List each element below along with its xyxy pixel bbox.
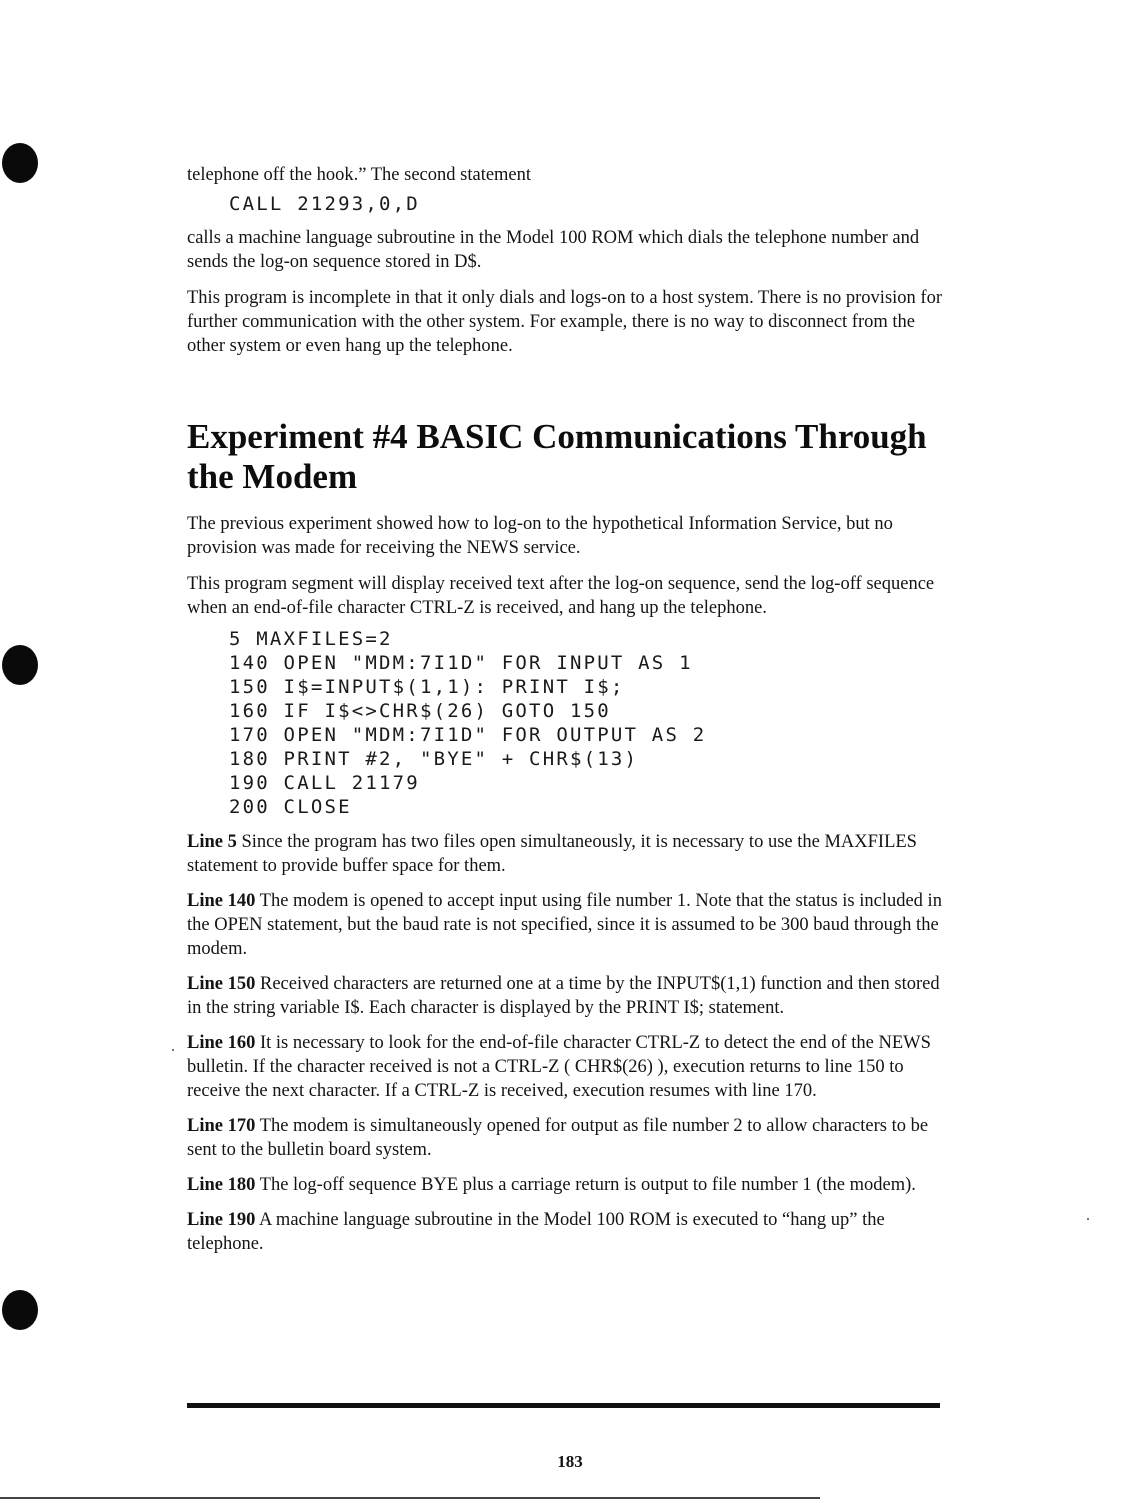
line-label: Line 190 (187, 1210, 256, 1230)
line-text: The modem is opened to accept input using file number 1. Note that the status is included in the OPEN statement, but the baud rate is not specified, since it is assumed to be 300 baud through the modem. (187, 891, 942, 959)
section-paragraph-1: The previous experiment showed how to log-on to the hypothetical Information Service, but no provision was made for receiving the NEWS service. (187, 514, 893, 558)
program-line: 140 OPEN "MDM:7I1D" FOR INPUT AS 1 (229, 652, 693, 674)
line-label: Line 180 (187, 1175, 256, 1195)
program-line: 180 PRINT #2, "BYE" + CHR$(13) (229, 748, 639, 770)
program-line: 150 I$=INPUT$(1,1): PRINT I$; (229, 676, 625, 698)
scan-bottom-edge (0, 1497, 820, 1499)
line-label: Line 170 (187, 1116, 256, 1136)
intro-paragraph-3: This program is incomplete in that it only dials and logs-on to a host system. There is no provision for further communication with the other system. For example, there is no way to disconnect from the other system or even hang up the telephone. (187, 288, 942, 356)
line-explanation (187, 1208, 947, 1256)
binder-hole-middle (2, 645, 38, 685)
line-label: Line 5 (187, 832, 237, 852)
line-label: Line 160 (187, 1033, 256, 1053)
line-explanation (187, 1173, 947, 1197)
line-text: Received characters are returned one at a time by the INPUT$(1,1) function and then stored in the string variable I$. Each character is displayed by the PRINT I$; statement. (187, 974, 940, 1018)
scan-speck (1087, 1218, 1089, 1220)
program-line: 200 CLOSE (229, 796, 352, 818)
intro-line: telephone off the hook.” The second statement (187, 165, 532, 185)
program-listing (187, 627, 947, 819)
page-number: 183 (557, 1452, 583, 1471)
line-explanation (187, 889, 947, 961)
program-line: 5 MAXFILES=2 (229, 628, 393, 650)
program-line: 170 OPEN "MDM:7I1D" FOR OUTPUT AS 2 (229, 724, 707, 746)
intro-paragraph-2: calls a machine language subroutine in the Model 100 ROM which dials the telephone number and sends the log-on sequence stored in D$. (187, 228, 920, 272)
line-explanation (187, 830, 947, 878)
intro-code: CALL 21293,0,D (229, 193, 420, 215)
scan-speck (172, 1049, 174, 1051)
line-explanation (187, 972, 947, 1020)
line-explanation (187, 1031, 947, 1103)
line-text: The modem is simultaneously opened for output as file number 2 to allow characters to be sent to the bulletin board system. (187, 1116, 929, 1160)
footer-rule (187, 1403, 940, 1408)
section-heading: Experiment #4 BASIC Communications Through the Modem (187, 417, 927, 496)
binder-hole-top (2, 143, 38, 183)
line-text: It is necessary to look for the end-of-file character CTRL-Z to detect the end of the NEWS bulletin. If the character received is not a CTRL-Z ( CHR$(26) ), execution returns to line 150 to receive the next character. If a CTRL-Z is received, execution resumes with line 170. (187, 1033, 931, 1101)
line-label: Line 140 (187, 891, 256, 911)
page-content (187, 163, 947, 1256)
program-line: 190 CALL 21179 (229, 772, 420, 794)
binder-hole-bottom (2, 1290, 38, 1330)
program-line: 160 IF I$<>CHR$(26) GOTO 150 (229, 700, 611, 722)
line-explanation (187, 1114, 947, 1162)
line-text: Since the program has two files open simultaneously, it is necessary to use the MAXFILES statement to provide buffer space for them. (187, 832, 917, 876)
section-paragraph-2: This program segment will display received text after the log-on sequence, send the log-off sequence when an end-of-file character CTRL-Z is received, and hang up the telephone. (187, 574, 935, 618)
line-label: Line 150 (187, 974, 256, 994)
line-text: The log-off sequence BYE plus a carriage return is output to file number 1 (the modem). (259, 1175, 916, 1195)
line-text: A machine language subroutine in the Model 100 ROM is executed to “hang up” the telephone. (187, 1210, 885, 1254)
